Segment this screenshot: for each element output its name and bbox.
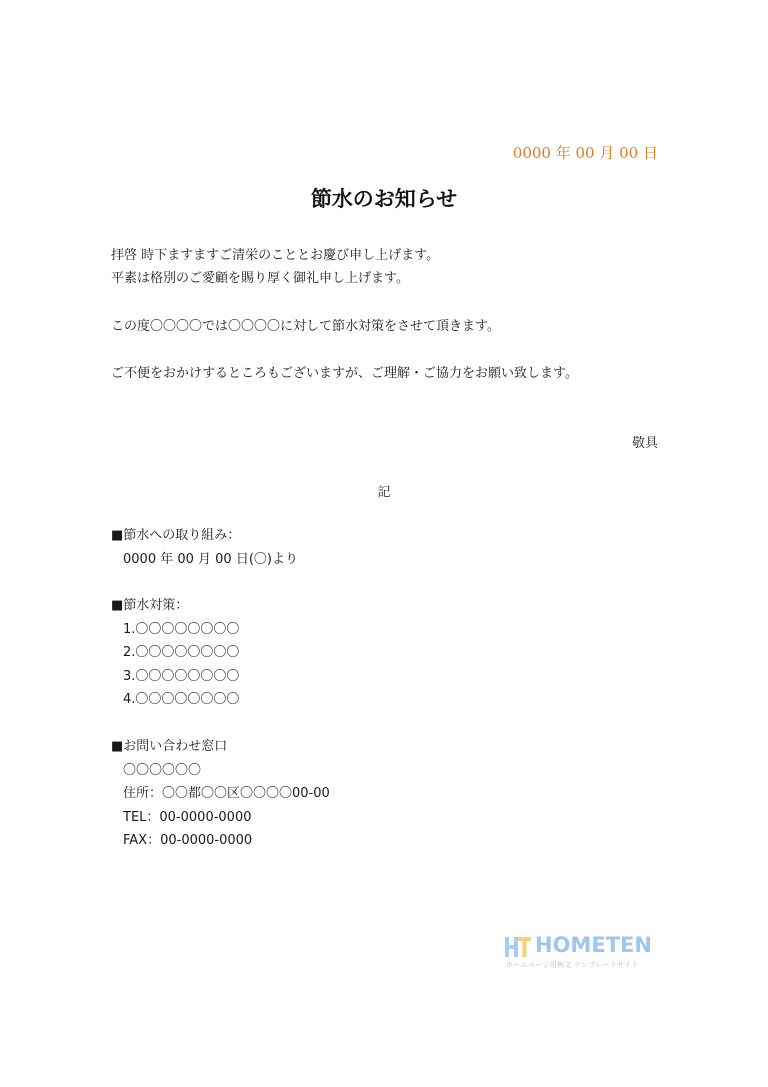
section-heading: ■お問い合わせ窓口 — [111, 739, 228, 754]
hometen-logo — [504, 933, 656, 971]
contact-name: 〇〇〇〇〇〇 — [123, 762, 202, 778]
greeting-line-1: 拝啓 時下ますますご清栄のこととお慶び申し上げます。 — [111, 248, 440, 263]
document-date: 0000 年 00 月 00 日 — [512, 144, 658, 162]
section-water-saving-start — [111, 524, 298, 571]
greeting-line-2: 平素は格別のご愛顧を賜り厚く御礼申し上げます。 — [111, 271, 409, 286]
contact-fax: FAX：00-0000-0000 — [123, 833, 253, 848]
section-item: 0000 年 00 月 00 日(〇)より — [123, 551, 298, 567]
logo-subtitle: ホームページ用例文 テンプレートサイト — [506, 961, 639, 969]
logo-text: HOMETEN — [535, 933, 652, 957]
contact-address: 住所：〇〇都〇〇区〇〇〇〇00-00 — [123, 786, 330, 801]
ki-heading: 記 — [377, 485, 391, 500]
section-heading: ■節水への取り組み： — [111, 528, 241, 543]
section-item: 3.〇〇〇〇〇〇〇〇 — [123, 668, 240, 684]
hometen-logo-icon — [504, 935, 532, 959]
section-item: 2.〇〇〇〇〇〇〇〇 — [123, 645, 240, 660]
section-contact — [111, 735, 330, 853]
body-paragraph-1: この度〇〇〇〇では〇〇〇〇に対して節水対策をさせて頂きます。 — [111, 319, 500, 334]
contact-tel: TEL：00-0000-0000 — [123, 809, 252, 825]
section-item: 1.〇〇〇〇〇〇〇〇 — [123, 621, 240, 637]
section-item: 4.〇〇〇〇〇〇〇〇 — [123, 692, 240, 707]
section-water-saving-measures — [111, 594, 239, 712]
section-heading: ■節水対策： — [111, 598, 189, 613]
document-title: 節水のお知らせ — [310, 186, 458, 211]
closing-word: 敬具 — [631, 436, 658, 451]
body-paragraph-2: ご不便をおかけするところもございますが、ご理解・ご協力をお願い致します。 — [111, 366, 578, 381]
document-body — [111, 244, 578, 385]
